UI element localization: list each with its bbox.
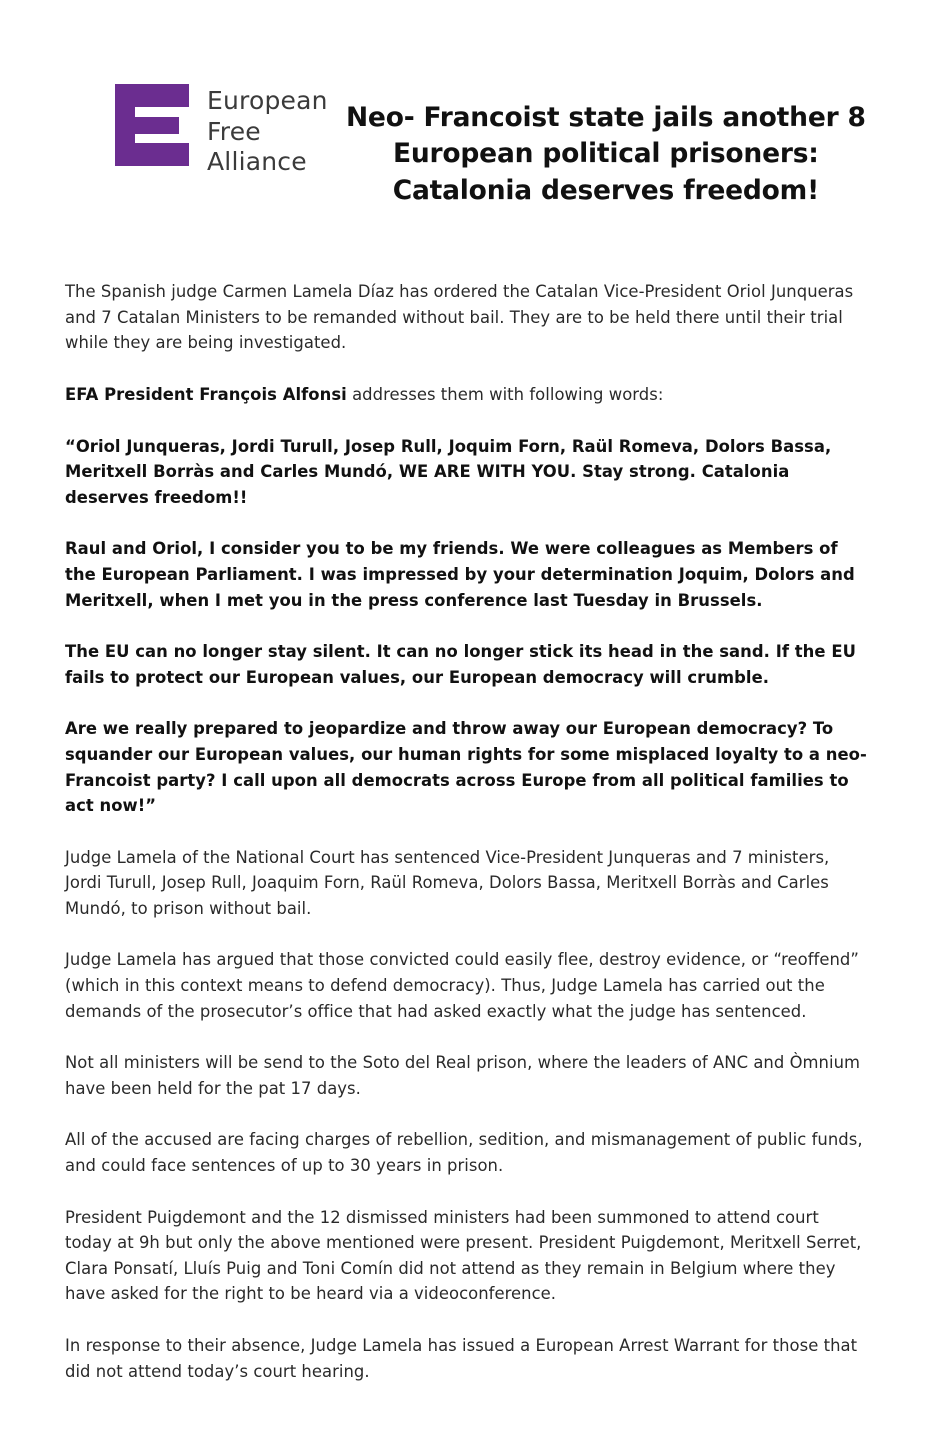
attribution-tail: addresses them with following words: xyxy=(346,384,664,404)
document-body xyxy=(55,279,876,1384)
paragraph-detail-6: In response to their absence, Judge Lamela has issued a European Arrest Warrant for those that did not attend today’s court hearing. xyxy=(65,1336,858,1381)
paragraph-quote-4: Are we really prepared to jeopardize and throw away our European democracy? To squander our European values, our human rights for some misplaced loyalty to a neo-Francoist party? I call upon all democrats across Europe from all political families to act now!” xyxy=(65,719,867,816)
efa-logo-icon xyxy=(115,84,189,166)
paragraph-detail-3: Not all ministers will be send to the Soto del Real prison, where the leaders of ANC and Òmnium have been held for the pat 17 days. xyxy=(65,1053,861,1098)
brand-line-2: Free xyxy=(207,116,261,146)
paragraph-detail-1: Judge Lamela of the National Court has sentenced Vice-President Junqueras and 7 ministers, Jordi Turull, Josep Rull, Joaquim Forn, Raül Romeva, Dolors Bassa, Meritxell Borràs and Carles Mundó, to prison without bail. xyxy=(65,847,830,918)
paragraph-detail-4: All of the accused are facing charges of rebellion, sedition, and mismanagement of public funds, and could face sentences of up to 30 years in prison. xyxy=(65,1130,863,1176)
paragraph-intro: The Spanish judge Carmen Lamela Díaz has ordered the Catalan Vice-President Oriol Junqueras and 7 Catalan Ministers to be remanded without bail. They are to be held there until their trial while they are being investigated. xyxy=(65,282,854,353)
efa-president-name: EFA President François Alfonsi xyxy=(65,384,347,404)
brand-line-1: European xyxy=(207,86,328,115)
efa-brand-text xyxy=(207,86,328,178)
paragraph-detail-2: Judge Lamela has argued that those convicted could easily flee, destroy evidence, or “reoffend” (which in this context means to defend democracy). Thus, Judge Lamela has carried out the demands of the prosecutor’s office that had asked exactly what the judge has sentenced. xyxy=(65,950,859,1021)
paragraph-detail-5: President Puigdemont and the 12 dismissed ministers had been summoned to attend court today at 9h but only the above mentioned were present. President Puigdemont, Meritxell Serret, Clara Ponsatí, Lluís Puig and Toni Comín did not attend as they remain in Belgium where they have asked for the right to be heard via a videoconference. xyxy=(65,1207,862,1304)
document-header xyxy=(55,72,876,227)
page-title: Neo- Francoist state jails another 8 European political prisoners: Catalonia deserves freedom! xyxy=(345,101,866,206)
efa-brand xyxy=(55,72,328,178)
paragraph-quote-1: “Oriol Junqueras, Jordi Turull, Josep Rull, Joquim Forn, Raül Romeva, Dolors Bassa, Meritxell Borràs and Carles Mundó, WE ARE WITH YOU. Stay strong. Catalonia deserves freedom!! xyxy=(65,436,832,507)
paragraph-quote-3: The EU can no longer stay silent. It can no longer stick its head in the sand. If the EU fails to protect our European values, our European democracy will crumble. xyxy=(65,642,856,687)
paragraph-attribution xyxy=(65,382,868,408)
paragraph-quote-2: Raul and Oriol, I consider you to be my friends. We were colleagues as Members of the European Parliament. I was impressed by your determination Joquim, Dolors and Meritxell, when I met you in the press conference last Tuesday in Brussels. xyxy=(65,539,855,610)
brand-line-3: Alliance xyxy=(207,147,307,176)
